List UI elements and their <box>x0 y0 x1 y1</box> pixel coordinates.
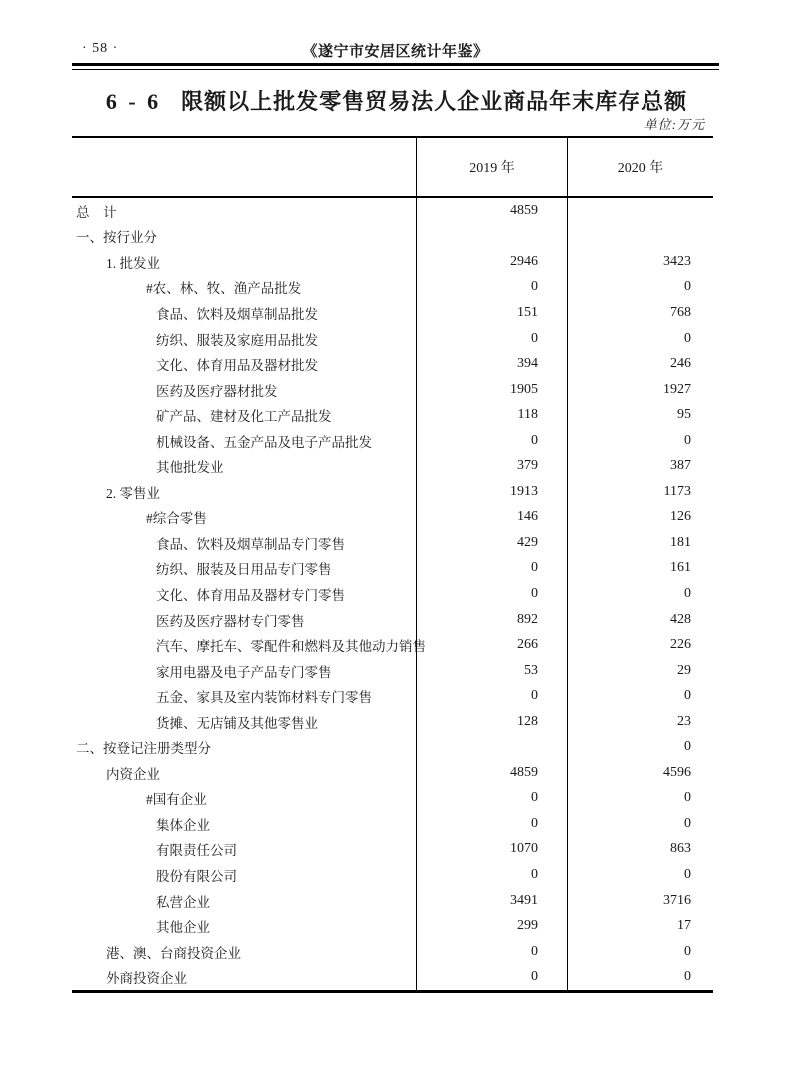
unit-label: 单位:万元 <box>643 117 705 132</box>
table-row <box>72 888 713 914</box>
value-2020: 226 <box>567 632 713 658</box>
value-2020: 0 <box>567 275 713 301</box>
table-row <box>72 734 713 760</box>
table-row <box>72 939 713 965</box>
row-label: 家用电器及电子产品专门零售 <box>156 664 332 680</box>
value-2020: 0 <box>567 811 713 837</box>
row-label: 纺织、服装及家庭用品批发 <box>156 332 318 348</box>
row-label: 股份有限公司 <box>156 868 237 884</box>
value-2020: 3716 <box>567 888 713 914</box>
table-row <box>72 862 713 888</box>
value-2019: 429 <box>416 530 567 556</box>
row-label: 私营企业 <box>156 894 210 910</box>
row-label: 港、澳、台商投资企业 <box>106 945 241 961</box>
row-label: 五金、家具及室内装饰材料专门零售 <box>156 690 372 706</box>
value-2020: 0 <box>567 964 713 990</box>
value-2020: 3423 <box>567 249 713 275</box>
row-label: 内资企业 <box>106 766 160 782</box>
value-2019: 299 <box>416 913 567 939</box>
row-label: 货摊、无店铺及其他零售业 <box>156 715 318 731</box>
value-2019: 892 <box>416 607 567 633</box>
value-2020: 0 <box>567 581 713 607</box>
table-row <box>72 811 713 837</box>
table-row <box>72 913 713 939</box>
row-label: 文化、体育用品及器材批发 <box>156 358 318 374</box>
header-col-2019: 2019 年 <box>416 138 567 196</box>
table-row <box>72 530 713 556</box>
value-2020: 863 <box>567 837 713 863</box>
value-2020: 387 <box>567 453 713 479</box>
value-2019: 0 <box>416 786 567 812</box>
row-label: 其他企业 <box>156 920 210 936</box>
value-2019: 151 <box>416 300 567 326</box>
table-row <box>72 607 713 633</box>
value-2019: 53 <box>416 658 567 684</box>
table-row <box>72 249 713 275</box>
row-label: 文化、体育用品及器材专门零售 <box>156 587 345 603</box>
row-label: 医药及医疗器材专门零售 <box>156 613 305 629</box>
value-2019: 128 <box>416 709 567 735</box>
row-label: 外商投资企业 <box>106 971 187 987</box>
table-row <box>72 709 713 735</box>
row-label: #综合零售 <box>146 511 207 527</box>
value-2020: 0 <box>567 428 713 454</box>
table-header-row <box>72 138 713 198</box>
row-label: 一、按行业分 <box>76 230 157 246</box>
value-2020: 0 <box>567 734 713 760</box>
value-2020 <box>567 224 713 250</box>
row-label: 总 计 <box>76 204 117 220</box>
table-row <box>72 658 713 684</box>
value-2019 <box>416 224 567 250</box>
table-row <box>72 786 713 812</box>
row-label: 其他批发业 <box>156 460 224 476</box>
table-row <box>72 453 713 479</box>
statistics-table <box>72 136 713 993</box>
value-2019: 0 <box>416 683 567 709</box>
table-row <box>72 428 713 454</box>
row-label: 2. 零售业 <box>106 485 160 501</box>
table-row <box>72 632 713 658</box>
value-2019: 0 <box>416 862 567 888</box>
header-col-2020: 2020 年 <box>567 138 713 196</box>
table-row <box>72 326 713 352</box>
value-2019: 266 <box>416 632 567 658</box>
value-2019: 379 <box>416 453 567 479</box>
book-title: 《遂宁市安居区统计年鉴》 <box>302 43 489 60</box>
table-row <box>72 300 713 326</box>
table-row <box>72 760 713 786</box>
value-2020: 1173 <box>567 479 713 505</box>
table-row <box>72 198 713 224</box>
table-row <box>72 402 713 428</box>
value-2019 <box>416 734 567 760</box>
value-2020: 768 <box>567 300 713 326</box>
value-2019: 0 <box>416 964 567 990</box>
value-2019: 394 <box>416 351 567 377</box>
table-row <box>72 505 713 531</box>
value-2020: 0 <box>567 939 713 965</box>
value-2020: 0 <box>567 862 713 888</box>
row-label: #国有企业 <box>146 792 207 808</box>
value-2020: 0 <box>567 683 713 709</box>
table-row <box>72 964 713 990</box>
value-2019: 2946 <box>416 249 567 275</box>
row-label: 食品、饮料及烟草制品批发 <box>156 306 318 322</box>
row-label: 纺织、服装及日用品专门零售 <box>156 562 332 578</box>
row-label: 医药及医疗器材批发 <box>156 383 278 399</box>
value-2019: 4859 <box>416 760 567 786</box>
table-row <box>72 479 713 505</box>
value-2019: 0 <box>416 326 567 352</box>
value-2019: 4859 <box>416 198 567 224</box>
value-2019: 0 <box>416 275 567 301</box>
value-2020: 126 <box>567 505 713 531</box>
table-title <box>0 85 793 116</box>
table-row <box>72 351 713 377</box>
value-2020: 17 <box>567 913 713 939</box>
value-2019: 146 <box>416 505 567 531</box>
value-2019: 1070 <box>416 837 567 863</box>
value-2020: 428 <box>567 607 713 633</box>
value-2020: 95 <box>567 402 713 428</box>
table-row <box>72 224 713 250</box>
value-2019: 0 <box>416 939 567 965</box>
table-number: 6 - 6 <box>105 89 162 114</box>
header-rule-thin <box>72 69 719 70</box>
value-2020: 181 <box>567 530 713 556</box>
row-label: 有限责任公司 <box>156 843 237 859</box>
row-label: 1. 批发业 <box>106 255 160 271</box>
table-row <box>72 275 713 301</box>
table-row <box>72 581 713 607</box>
value-2019: 0 <box>416 428 567 454</box>
value-2019: 118 <box>416 402 567 428</box>
value-2020: 246 <box>567 351 713 377</box>
row-label: #农、林、牧、渔产品批发 <box>146 281 302 297</box>
value-2020: 0 <box>567 786 713 812</box>
table-body <box>72 198 713 990</box>
row-label: 二、按登记注册类型分 <box>76 741 211 757</box>
row-label: 机械设备、五金产品及电子产品批发 <box>156 434 372 450</box>
value-2019: 1905 <box>416 377 567 403</box>
value-2020: 23 <box>567 709 713 735</box>
running-header <box>72 40 719 60</box>
row-label: 矿产品、建材及化工产品批发 <box>156 409 332 425</box>
value-2020: 4596 <box>567 760 713 786</box>
value-2019: 0 <box>416 556 567 582</box>
value-2019: 1913 <box>416 479 567 505</box>
value-2020: 161 <box>567 556 713 582</box>
table-title-text: 限额以上批发零售贸易法人企业商品年末库存总额 <box>181 89 688 114</box>
value-2020: 1927 <box>567 377 713 403</box>
row-label: 食品、饮料及烟草制品专门零售 <box>156 536 345 552</box>
header-stub-cell <box>72 138 416 196</box>
table-row <box>72 837 713 863</box>
value-2019: 0 <box>416 811 567 837</box>
value-2020 <box>567 198 713 224</box>
page-number: · 58 · <box>82 41 119 56</box>
value-2019: 3491 <box>416 888 567 914</box>
table-row <box>72 377 713 403</box>
value-2020: 29 <box>567 658 713 684</box>
value-2020: 0 <box>567 326 713 352</box>
row-label: 集体企业 <box>156 817 210 833</box>
value-2019: 0 <box>416 581 567 607</box>
table-row <box>72 556 713 582</box>
row-label: 汽车、摩托车、零配件和燃料及其他动力销售 <box>156 639 426 655</box>
header-rule-thick <box>72 63 719 66</box>
table-row <box>72 683 713 709</box>
